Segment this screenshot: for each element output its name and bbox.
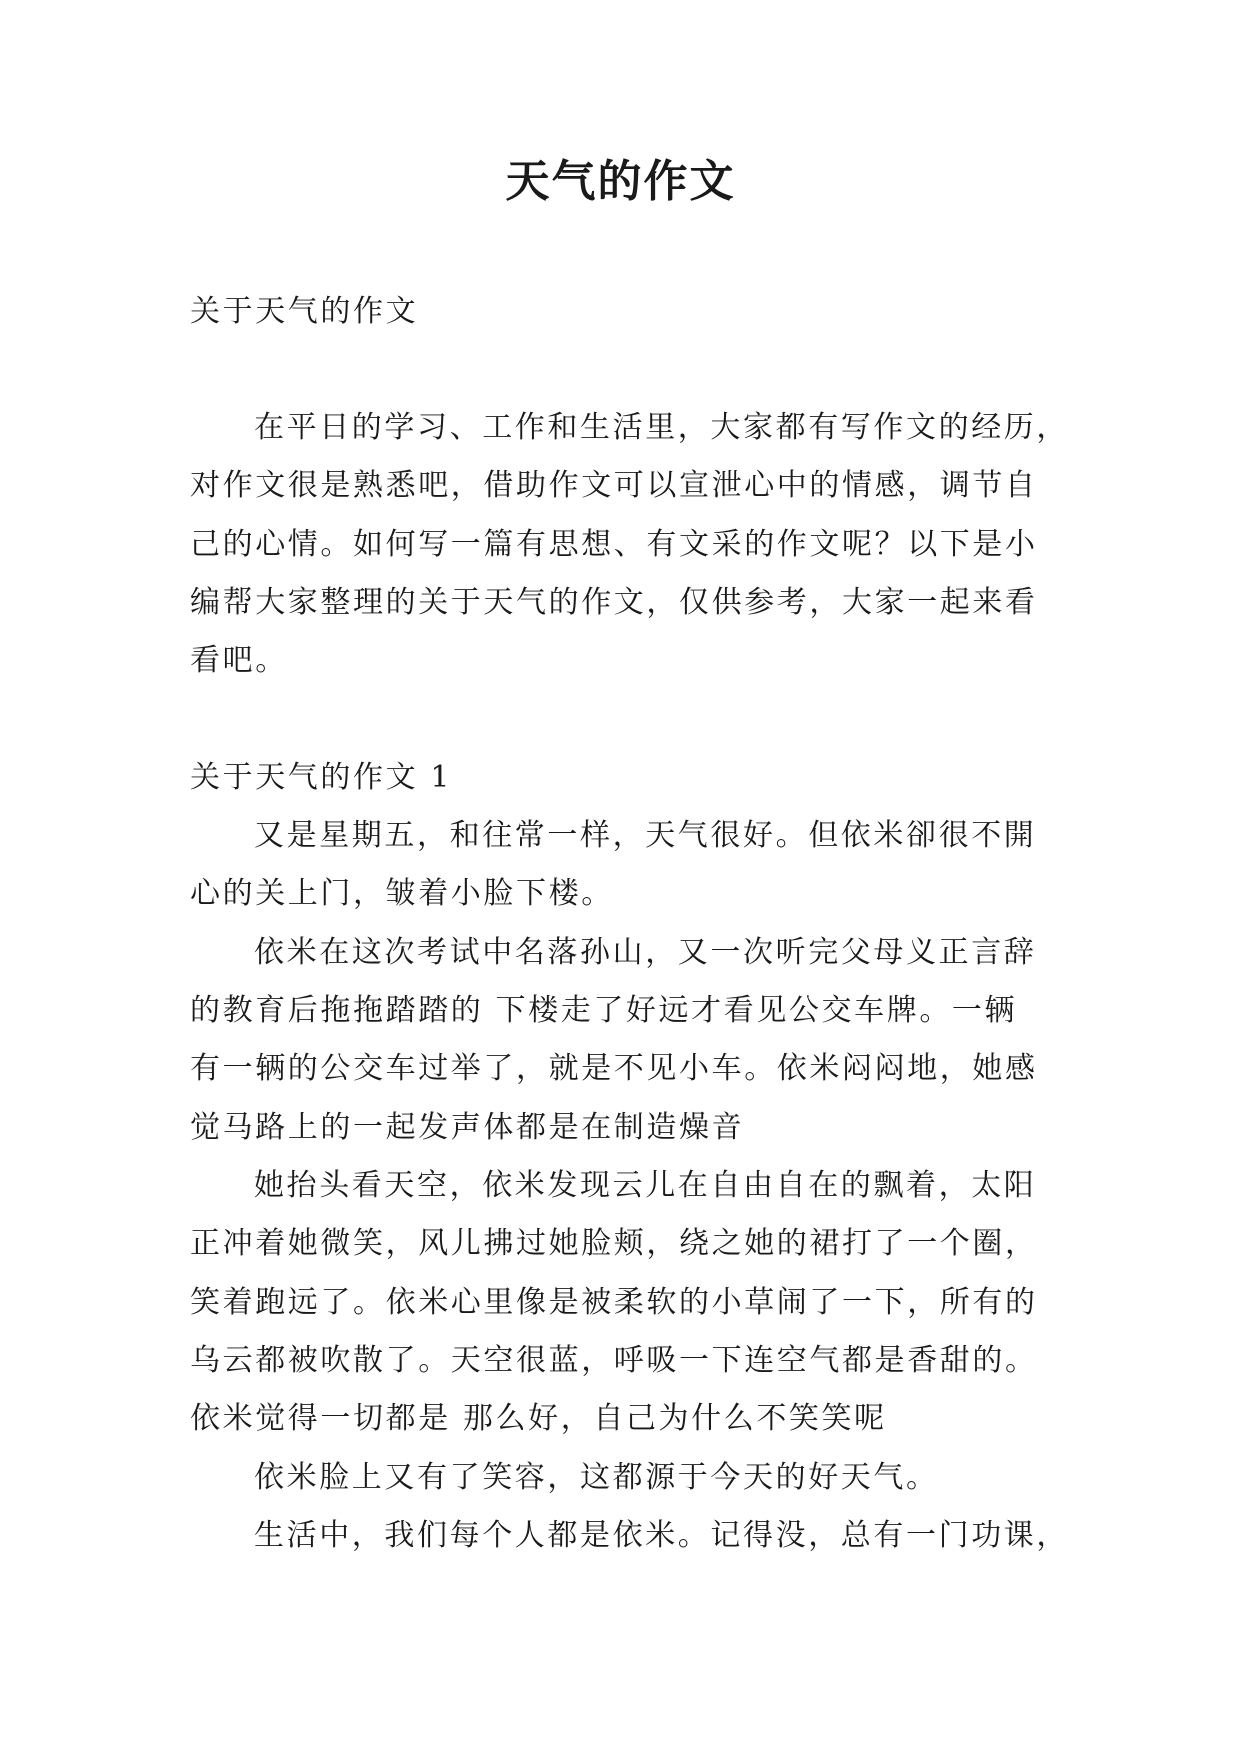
paragraph-line: 正冲着她微笑，风儿拂过她脸颊，绕之她的裙打了一个圈， bbox=[190, 1226, 1038, 1261]
paragraph-line: 的教育后拖拖踏踏的 下楼走了好远才看见公交车牌。一辆 bbox=[190, 993, 1018, 1028]
paragraph-line: 又是星期五，和往常一样，天气很好。但依米卻很不開 bbox=[254, 818, 1037, 853]
section-heading: 关于天气的作文 1 bbox=[190, 760, 453, 795]
paragraph-line: 依米脸上又有了笑容，这都源于今天的好天气。 bbox=[254, 1460, 939, 1495]
paragraph-line: 依米觉得一切都是 那么好，自己为什么不笑笑呢 bbox=[190, 1401, 887, 1436]
paragraph-line: 笑着跑远了。依米心里像是被柔软的小草闹了一下，所有的 bbox=[190, 1285, 1038, 1320]
paragraph-line: 觉马路上的一起发声体都是在制造燥音 bbox=[190, 1110, 745, 1145]
subtitle-line: 关于天气的作文 bbox=[190, 294, 419, 329]
paragraph-line: 己的心情。如何写一篇有思想、有文采的作文呢？以下是小 bbox=[190, 527, 1038, 562]
paragraph-line: 编帮大家整理的关于天气的作文，仅供参考，大家一起来看 bbox=[190, 585, 1038, 620]
paragraph-line: 她抬头看天空，依米发现云儿在自由自在的飘着，太阳 bbox=[254, 1168, 1037, 1203]
paragraph-line: 依米在这次考试中名落孙山，又一次听完父母义正言辞 bbox=[254, 935, 1037, 970]
paragraph-line: 乌云都被吹散了。天空很蓝，呼吸一下连空气都是香甜的。 bbox=[190, 1343, 1038, 1378]
paragraph-line: 生活中，我们每个人都是依米。记得没，总有一门功课， bbox=[254, 1518, 1069, 1553]
paragraph-line: 心的关上门，皱着小脸下楼。 bbox=[190, 876, 614, 911]
paragraph-line: 对作文很是熟悉吧，借助作文可以宣泄心中的情感，调节自 bbox=[190, 468, 1038, 503]
document-title: 天气的作文 bbox=[505, 156, 736, 207]
paragraph-line: 有一辆的公交车过举了，就是不见小车。依米闷闷地，她感 bbox=[190, 1051, 1038, 1086]
paragraph-line: 看吧。 bbox=[190, 643, 288, 678]
paragraph-line: 在平日的学习、工作和生活里，大家都有写作文的经历， bbox=[254, 410, 1069, 445]
